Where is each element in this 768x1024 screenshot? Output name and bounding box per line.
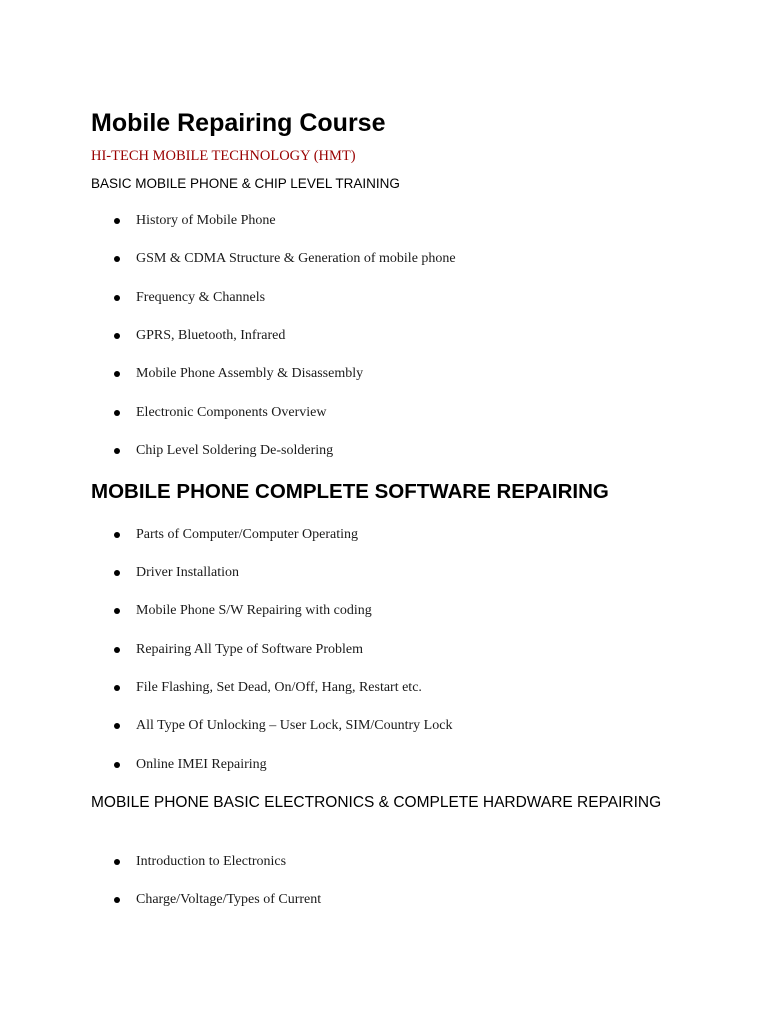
bullet-icon bbox=[114, 410, 120, 416]
list-item bbox=[0, 890, 700, 910]
list-item-text: Chip Level Soldering De-soldering bbox=[136, 443, 334, 458]
list-item bbox=[0, 211, 700, 231]
list-item bbox=[0, 601, 700, 621]
list-item-text: History of Mobile Phone bbox=[136, 213, 276, 228]
bullet-icon bbox=[114, 256, 120, 262]
training-subheading: BASIC MOBILE PHONE & CHIP LEVEL TRAINING bbox=[91, 176, 400, 191]
list-item bbox=[0, 678, 700, 698]
list-item bbox=[0, 403, 700, 423]
list-item bbox=[0, 716, 700, 736]
list-item-text: Mobile Phone Assembly & Disassembly bbox=[136, 366, 364, 381]
list-item bbox=[0, 525, 700, 545]
list-item bbox=[0, 441, 700, 461]
bullet-icon bbox=[114, 647, 120, 653]
organization-name: HI-TECH MOBILE TECHNOLOGY (HMT) bbox=[91, 148, 356, 164]
bullet-icon bbox=[114, 532, 120, 538]
bullet-icon bbox=[114, 570, 120, 576]
bullet-icon bbox=[114, 295, 120, 301]
list-item bbox=[0, 326, 700, 346]
list-item bbox=[0, 288, 700, 308]
document-title: Mobile Repairing Course bbox=[91, 109, 386, 137]
list-item-text: Frequency & Channels bbox=[136, 290, 266, 305]
list-item-text: Mobile Phone S/W Repairing with coding bbox=[136, 603, 372, 618]
list-item bbox=[0, 249, 700, 269]
list-item-text: Repairing All Type of Software Problem bbox=[136, 642, 364, 657]
list-item-text: Charge/Voltage/Types of Current bbox=[136, 892, 322, 907]
bullet-icon bbox=[114, 448, 120, 454]
list-item bbox=[0, 640, 700, 660]
bullet-icon bbox=[114, 859, 120, 865]
list-item bbox=[0, 755, 700, 775]
list-item-text: Introduction to Electronics bbox=[136, 854, 287, 869]
bullet-icon bbox=[114, 762, 120, 768]
list-item bbox=[0, 364, 700, 384]
list-item-text: Online IMEI Repairing bbox=[136, 757, 267, 772]
hardware-section-heading: MOBILE PHONE BASIC ELECTRONICS & COMPLETE HARDWARE REPAIRING bbox=[91, 794, 662, 811]
list-item-text: All Type Of Unlocking – User Lock, SIM/Country Lock bbox=[136, 718, 453, 733]
bullet-icon bbox=[114, 333, 120, 339]
list-item bbox=[0, 852, 700, 872]
bullet-icon bbox=[114, 218, 120, 224]
list-item-text: Driver Installation bbox=[136, 565, 240, 580]
list-item bbox=[0, 563, 700, 583]
list-item-text: File Flashing, Set Dead, On/Off, Hang, Restart etc. bbox=[136, 680, 422, 695]
list-item-text: GPRS, Bluetooth, Infrared bbox=[136, 328, 286, 343]
bullet-icon bbox=[114, 723, 120, 729]
list-item-text: GSM & CDMA Structure & Generation of mobile phone bbox=[136, 251, 456, 266]
bullet-icon bbox=[114, 371, 120, 377]
bullet-icon bbox=[114, 685, 120, 691]
software-section-heading: MOBILE PHONE COMPLETE SOFTWARE REPAIRING bbox=[91, 480, 609, 503]
bullet-icon bbox=[114, 608, 120, 614]
list-item-text: Parts of Computer/Computer Operating bbox=[136, 527, 359, 542]
bullet-icon bbox=[114, 897, 120, 903]
list-item-text: Electronic Components Overview bbox=[136, 405, 327, 420]
